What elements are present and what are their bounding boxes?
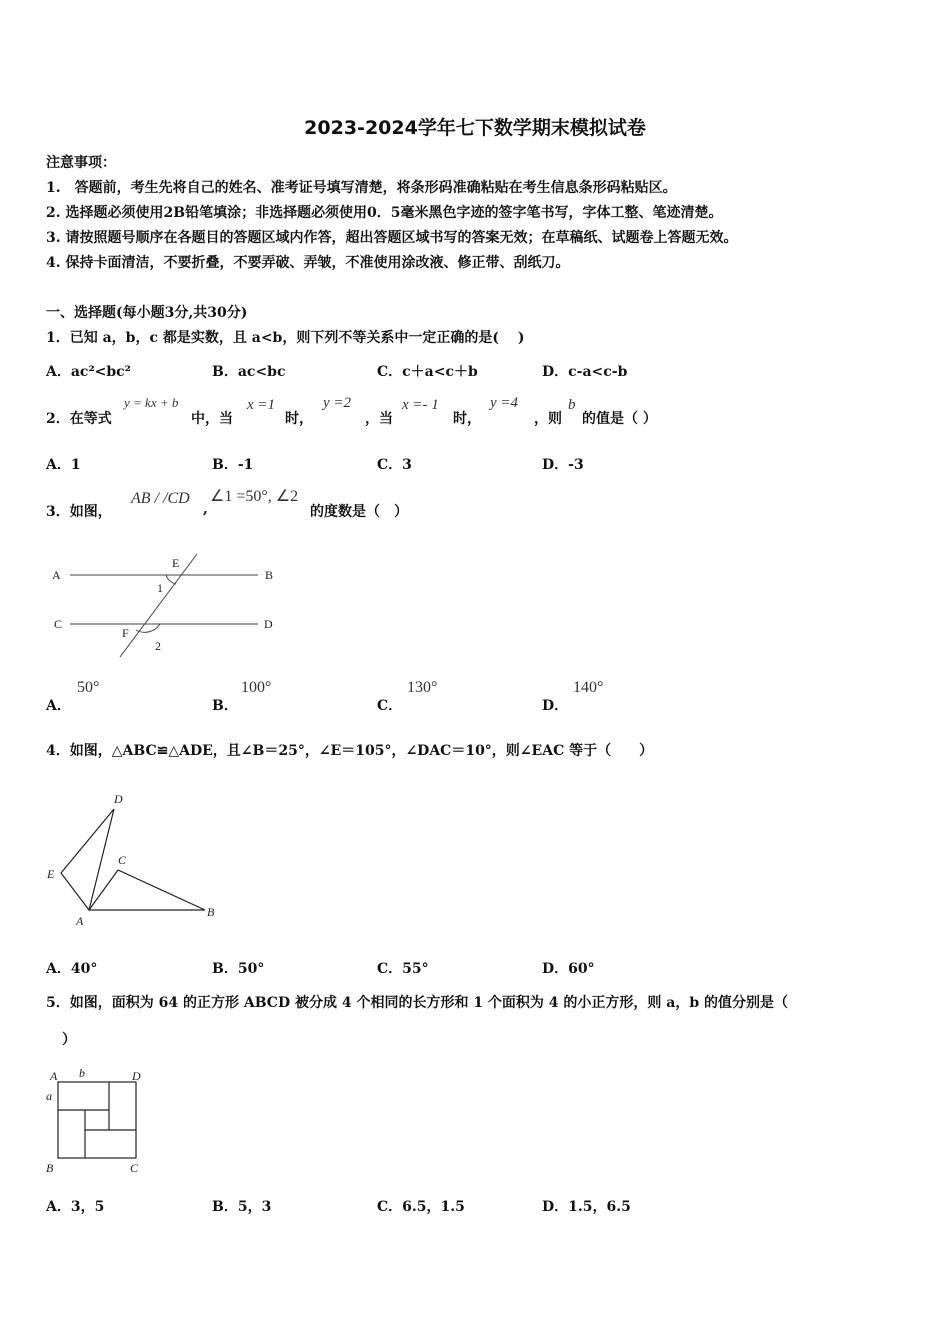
q1-option-d[interactable]: D．c-a<c-b — [542, 364, 628, 380]
label-b: B — [265, 568, 274, 582]
q5-option-b[interactable]: B．5，3 — [212, 1199, 272, 1215]
math: y =4 — [490, 395, 519, 411]
label-a: A — [50, 1069, 58, 1083]
text: , — [203, 501, 208, 517]
triangle-ade — [61, 809, 114, 910]
q1-option-b[interactable]: B．ac<bc — [212, 364, 286, 380]
notice-item: 2. 选择题必须使用2B铅笔填涂；非选择题必须使用0．5毫米黑色字迹的签字笔书写，字体工整、笔迹清楚。 — [46, 205, 723, 221]
option-value: 100° — [241, 679, 272, 696]
q2-option-a[interactable]: A．1 — [46, 457, 81, 473]
math: y = kx + b — [124, 395, 179, 410]
q5-option-d[interactable]: D．1.5，6.5 — [542, 1199, 631, 1215]
math: b — [568, 397, 576, 413]
label-e: E — [172, 556, 180, 570]
q1-option-c[interactable]: C．c＋a<c＋b — [377, 364, 478, 380]
question-5-stem: 5．如图，面积为 64 的正方形 ABCD 被分成 4 个相同的长方形和 1 个面积为 4 的小正方形，则 a，b 的值分别是（ — [46, 995, 789, 1011]
angle-1-arc — [166, 575, 176, 584]
option-letter: C． — [377, 698, 403, 714]
option-letter: B． — [212, 698, 238, 714]
math: AB / /CD — [131, 490, 190, 507]
q4-option-b[interactable]: B．50° — [212, 961, 265, 977]
math: x =- 1 — [402, 397, 439, 413]
label-c: C — [118, 853, 127, 867]
label-a: A — [52, 568, 61, 582]
triangle-abc — [89, 870, 205, 910]
text: 的度数是（ ） — [310, 504, 408, 520]
section-heading: 一、选择题(每小题3分,共30分) — [46, 305, 248, 321]
option-letter: A． — [46, 698, 71, 714]
figure-square — [58, 1082, 136, 1158]
question-4-stem: 4．如图，△ABC≌△ADE，且∠B＝25°，∠E＝105°，∠DAC＝10°，则∠EAC 等于（ ） — [46, 743, 654, 759]
math: y =2 — [323, 395, 352, 411]
q4-option-d[interactable]: D．60° — [542, 961, 595, 977]
math: x =1 — [247, 397, 276, 413]
text: 2．在等式 — [46, 411, 112, 427]
notice-item: 4. 保持卡面清洁，不要折叠，不要弄破、弄皱，不准使用涂改液、修正带、刮纸刀。 — [46, 255, 570, 271]
page-title: 2023-2024学年七下数学期末模拟试卷 — [304, 117, 646, 139]
text: 时， — [285, 411, 313, 427]
q2-option-c[interactable]: C．3 — [377, 457, 412, 473]
notice-heading: 注意事项： — [46, 155, 116, 171]
label-c: C — [130, 1161, 139, 1175]
text: 时， — [453, 411, 481, 427]
label-e: E — [47, 867, 55, 881]
label-side-a: a — [46, 1089, 52, 1103]
question-1-stem: 1．已知 a，b，c 都是实数，且 a<b，则下列不等关系中一定正确的是( ) — [46, 330, 525, 346]
label-a: A — [76, 914, 84, 928]
text: ，则 — [534, 411, 562, 427]
text: 3．如图， — [46, 504, 112, 520]
label-angle-2: 2 — [155, 639, 161, 653]
q5-option-c[interactable]: C．6.5，1.5 — [377, 1199, 465, 1215]
option-value: 50° — [77, 679, 100, 696]
label-side-b: b — [79, 1066, 85, 1080]
notice-item: 3. 请按照题号顺序在各题目的答题区域内作答，超出答题区域书写的答案无效；在草稿纸、试题卷上答题无效。 — [46, 230, 738, 246]
q2-option-d[interactable]: D．-3 — [542, 457, 584, 473]
question-5-stem-end: ） — [62, 1032, 76, 1048]
q4-option-c[interactable]: C．55° — [377, 961, 429, 977]
q5-option-a[interactable]: A．3，5 — [46, 1199, 105, 1215]
figure-parallel-lines — [70, 554, 258, 657]
q1-option-a[interactable]: A．ac²<bc² — [46, 364, 131, 380]
math: ∠1 =50°, ∠2 — [210, 488, 299, 505]
option-letter: D． — [542, 698, 569, 714]
label-angle-1: 1 — [157, 581, 163, 595]
label-c: C — [54, 617, 63, 631]
label-d: D — [114, 792, 123, 806]
figure-triangles — [61, 809, 205, 910]
label-f: F — [122, 626, 129, 640]
text: 的值是（ ） — [582, 411, 657, 427]
q4-option-a[interactable]: A．40° — [46, 961, 98, 977]
option-value: 140° — [573, 679, 604, 696]
angle-2-arc — [136, 624, 160, 632]
text: ，当 — [365, 411, 393, 427]
label-d: D — [264, 617, 273, 631]
label-b: B — [207, 905, 215, 919]
label-d: D — [132, 1069, 141, 1083]
q2-option-b[interactable]: B．-1 — [212, 457, 254, 473]
option-value: 130° — [407, 679, 438, 696]
square-abcd — [58, 1082, 136, 1158]
text: 中，当 — [191, 411, 233, 427]
notice-item: 1. 答题前，考生先将自己的姓名、准考证号填写清楚，将条形码准确粘贴在考生信息条形码粘贴区。 — [46, 180, 677, 196]
label-b: B — [46, 1161, 54, 1175]
